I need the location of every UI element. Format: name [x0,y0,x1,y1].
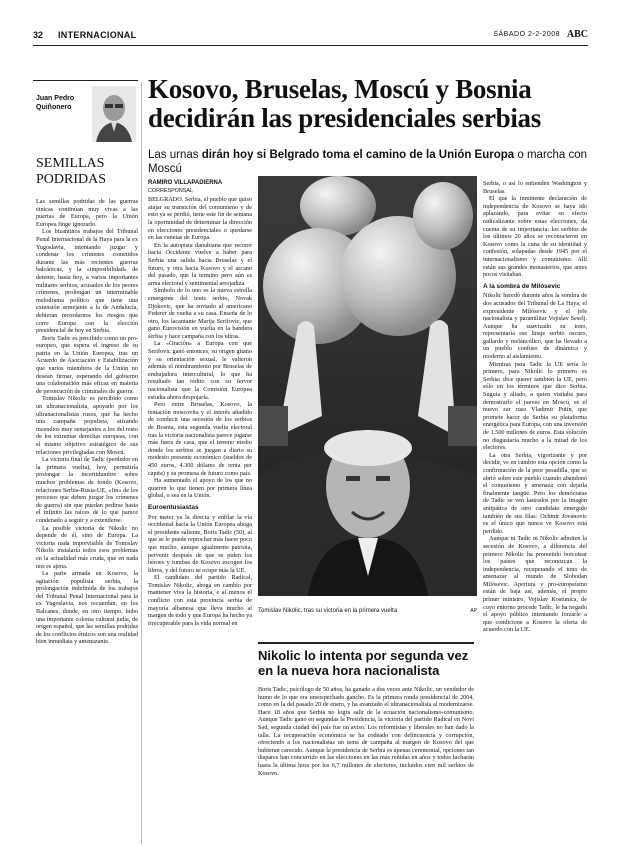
column-paragraph: La parte armada en Kosovo, la agitación populista serbia, la prolongación indefinida de los trabajos del Tribunal Penal Internacional para la ex Yugoslavia, nos recuerdan, en los Balcanes, donde, en otro tiempo, hubo una importante colonia cultural judía, de origen español, que las semillas podridas de los conflictos étnicos son una realidad bien inmediata y amenazante. [36,570,138,646]
article-col-1 [148,180,252,627]
article-paragraph: Serbia, o así lo entienden Washington y Bruselas. [483,180,587,195]
article-paragraph: La «Oración» a Europa con que Serifovic ganó entonces, su origen gitano y su orientación sexual, le valieron además el nombramiento por Bruselas de embajadora intercultural, lo que ha resultado tan rédito con su fervor nacionalista que la Comisión Europea estudia ahora despojarla. [148,340,252,401]
deck-bold: dirán hoy si Belgrado toma el camino de la Unión Europa [201,149,515,161]
column-paragraph: Los bizantinos trabajos del Tribunal Penal Internacional de la Haya para la ex Yugoslavia, intentando juzgar y condenar los crímenes cometidos durante las más recientes guerras balcánicas, y la «imposibilidad» de detener, hasta hoy, a varios importantes militares serbios, acusados de los peores crímenes, prolongan un interminable melodrama político que tiene una extensión semejante a la de Andalucía, debieran recordarnos los riesgos que corre Europa con la elección presidencial de hoy en Serbia. [36,228,138,335]
article-paragraph: Nikolic heredó durante años la sombra de dos acusados del Tribunal de La Haya, el expresidente Milósevic y el jefe nacionalista y paramilitar Vojislav Seselj. Aunque ha suavizado su tono, representaría ese linaje serbio oscuro, gallardo y melancólico, que ha llevado a un pueblo confuso de dinámica y moderno al aislamiento. [483,292,587,361]
newspaper-logo: ABC [566,29,588,40]
article-paragraph: El candidato del partido Radical, Tomislav Nikolic, aboga en cambio por mantener viva la historia, e al menos el conflicto con esta provincia serbia de mayoría albanesa que lleva mucho al margen de todo y que Europa ha hecho ya irrecuperable para la vida normal en [148,574,253,627]
article-paragraph: Pero entre Bruselas, Kosovo, la tentación moscovita y el interés añadido de conducir una secesión de los serbios de Bosnia, esta segunda vuelta electoral tras la victoria nacionalista parece jugarse más fuera de casa, que el terreno medio donde los serbios se juegan a diario su modesto presente económico (sueldos de 450 euros, 4.300 dólares de renta per capita) y su promesa de futuro como país. [148,401,252,477]
article-paragraph: Aunque ni Tadic ni Nikolic admiten la secesión de Kosovo, a diferencia del primero Nikolic ha prometido boicotear los países que reconozcan la independencia, recuperando el tono de amenazar al mundo de Slobodan Milósevic. Apertura y pro-europeísmo están de baja así, además, el propio primer ministro, Vojislav Kostunica, de cuyo entorno procede Tadic, le ha negado el apoyo público intentando forzarle a que condicione a Kosovo la oferta de acuerdo con la UE. [483,535,587,634]
header-rule [33,45,588,46]
subhead-milosevic: A la sombra de Milósevic [483,282,561,290]
photo-credit: AP [470,608,477,614]
column-title: SEMILLAS PODRIDAS [36,156,107,187]
column-author: Juan Pedro Quiñonero [36,95,75,111]
subhead-euroentusiastas: Euroentusiastas [148,503,199,511]
sidebar-headline: Nikolic lo intenta por segunda vez en la nueva hora nacionalista [258,648,469,678]
article-paragraph: La otra Serbia, vigorizante y por decidir, ve en cambio esta opción como la confirmación de la peor pesadilla, que se abrió sobre este pueblo cuando abandonó el comunismo y amenaza con dejarla finalmente tangüe. Pero los demócratas de Tadic se ven lastrados por la imagen antipática de otro candidato emergido también de sus filas: Ochmir Jovánovic es el único que nunca ve Kosovo está perdido. [483,451,587,535]
column-paragraph: Tomislav Nikolic es percibido como un ultranacionalista, apoyado por los ultranacionalistas rusos, que ha hecho una campaña populista, atizando incendios muy semejantes a los del resto de los extremas derechas europeas, con el mismo objetivo estratégico de sus relaciones privilegiadas con Moscú. [36,395,138,456]
deck-post: o marcha con Moscú [148,149,588,175]
sidebar-body [258,686,474,777]
photo-caption [258,608,477,614]
column-paragraph: Boris Tadic es percibido como un pro-europeo, que espera el ingreso de su patria en la Unión Europea, tras un Acuerdo de Asociación y Estabilización que varios miembros de la Unión no desean firmar, esperando del gobierno una colaboración más eficaz en materia de persecución de criminales de guerra. [36,334,138,395]
deck-pre: Las urnas [148,149,202,161]
article-col-3 [483,180,587,634]
article-paragraph: Por meter ya la directa y enfilar la vía occidental hacia la Unión Europea aboga el presidente saliente, Boris Tadic (50), al que se le puede reprochar más hacer poco que mucho, aunque igualmente patriota, pervenir después de que se piden los héroes y tumbas de Kosovo escogen los libros, y del futuro se ocupe más la UE. [148,513,252,574]
issue-date: SÁBADO 2-2-2008 [493,31,560,38]
article-paragraph: En la autopista danubiana que recorre hacia Occidente vuelve a haber para Serbia una salida hacia Bruselas y el futuro, y otra hacia Kosovo y el arcano del pasado, que la termino pero aún es arma electoral y sentimental arrojadiza. [148,241,252,287]
column-divider [141,82,142,844]
article-paragraph: BELGRADO. Serbia, el pueblo que quiso atajar su transición del comunismo y de esto ya se perdió, tiene este fin de semana la oportunidad de determinar la dirección en elecciones presidenciales o quedarse en las cunetas de Europa. [148,196,252,242]
article-paragraph: Símbolo de lo uno es la nueva estrella emergente del tenis serbio, Novak Djokovic, que ha enviado al americano Federer de vuelta a su casa. Enseña de lo otro, los lacantante Marija Serifovic, que ganó Eurovisión en vuelta en la bandera serbia y hace campaña con los ultras. [148,287,252,340]
column-paragraph: La posible victoria de Nikolic no depende de él, sino de Europa. La victoria nada imprevisible de Tomislav Nikolic instalaría todos esos problemas en la actualidad más cruda, que en nada nos es ajena. [36,524,138,570]
column-paragraph: La victoria final de Tadic (perdedor en la primera vuelta), hoy, permitiría prolongar la incertidumbre sobre muchos problemas de fondo (Kosovo, relaciones Serbia-Rusia-UE, «fin» de los procesos que deben juzgar los crímenes de guerra) sin que puedan pedirse hasta el infinito las raíces de lo que parece condenado a seguir y a extenderse. [36,456,138,524]
byline-role: CORRESPONSAL [148,187,193,194]
sidebar-paragraph: Boris Tadic, psicólogo de 50 años, ha ganado a dos veces ante Nikolic, un vendedor de humo de lo que era unsospechado gancho. Es la primera ronda presidencial de 2004, como en la del pasado 20 de enero, y ha avanzado el ultranacionalista al modernizarse. Hace 18 años que Serbia no logra salir de la ecuación nacionalismo-comunismo. Aunque Tadic ganó en segundas la Presidencia, la victoria del partido Radical en Novi Sad, segunda ciudad del país fue un aviso. Los reformistas y liberales no han dado la talla. La recuperación económica se ha codeado con delincuencia y corrupción, ofreciendo a los nacionalistas un tema de campaña al margen de Kosovo del que hubieran carecido. Aunque la presidencia de Serbia es apenas ceremonial, opciones tan dispares han concurrido en las elecciones en las más reñidas en años y todos lucharán hasta la última hora por los 6,7 millones de electores, incluidos cien mil serbios de Kosovo. [258,686,474,777]
column-top-rule [33,80,138,81]
deck [148,148,608,176]
nikolic-photo [258,176,477,596]
column-paragraph: Las semillas podridas de las guerras étnicas continúan muy vivas a las puertas de Europa, pero la Unión Europea finge ignorarlo. [36,198,138,228]
page-header [33,30,588,44]
section-name: INTERNACIONAL [58,30,137,40]
sidebar-rule [258,642,474,644]
article-paragraph: Ha aumentado el apoyo de los que no quieren lo que tienen por primera línea global, o sea en la Unión. [148,477,252,500]
article-paragraph: El que la inminente declaración de independencia de Kosovo se haya ido aplazando, para evitar su efecto radicalizante sobre estas elecciones, da cuenta de su importancia: los serbios de los últimos 20 años se reconocieron en Kosovo como la cuna de su identidad y confesión, solapadas desde 1945 por el internacionalismo y comunismo. Allí están sus grandes monasterios, que antes pocos visitaban. [483,195,587,279]
page-number: 32 [33,30,44,40]
author-portrait [92,86,136,142]
column-body [36,198,138,646]
main-headline: Kosovo, Bruselas, Moscú y Bosnia decidirán las presidenciales serbias [148,74,541,133]
article-paragraph: Mientras para Tadic la UE sería lo primero, para Nikolic lo primero es Serbia; dice querer también la UE, pero sólo en los términos que dice Serbia. Suguia y aliado, a quien visitaba para demostrarlo el jueves en Moscú, es el nuevo zar ruso Vladimir Putin, que promete hacer de Serbia su plataforma energética para Europa, con una inversión de 1.500 millones de euros. Esta solución no disgustaría mucho a la mitad de los electores. [483,360,587,452]
caption-text: Tomislav Nikolic, tras su victoria en la primera vuelta [258,608,398,614]
byline: RAMIRO VILLAPADIERNA [148,180,223,186]
